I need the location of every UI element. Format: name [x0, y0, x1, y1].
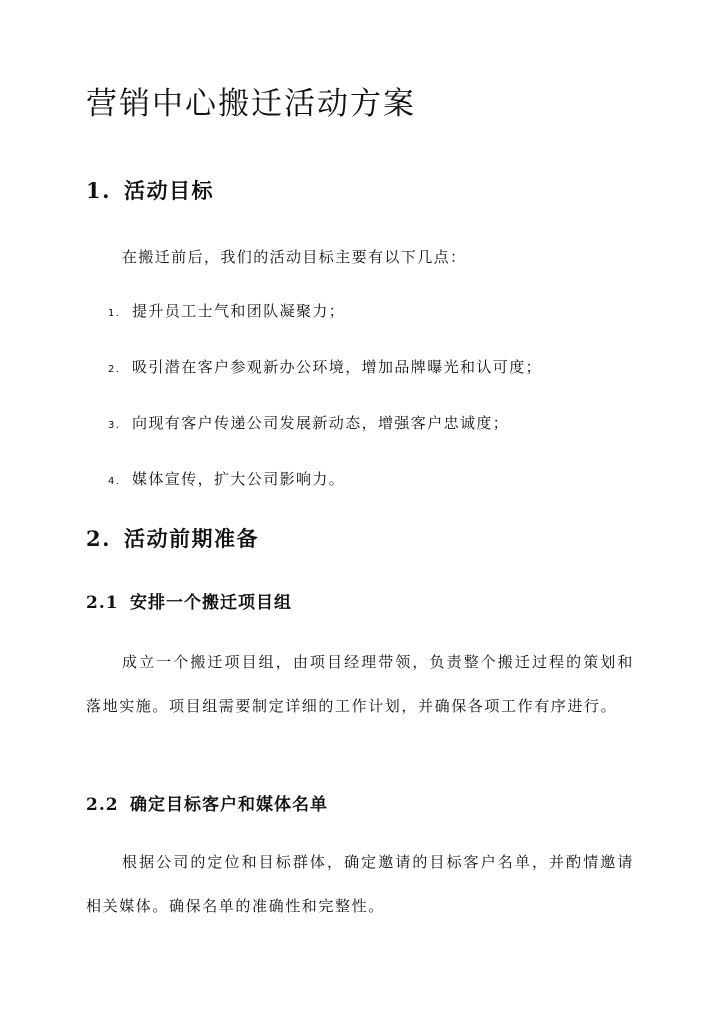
- list-item: [108, 466, 345, 495]
- list-marker: 2.: [108, 364, 121, 375]
- section-title: 活动前期准备: [124, 526, 259, 551]
- subsection-number: 2.1: [86, 593, 119, 613]
- section-number: 1.: [86, 178, 111, 203]
- body-paragraph: 根据公司的定位和目标群体，确定邀请的目标客户名单，并酌情邀请相关媒体。确保名单的准确性和完整性。: [86, 853, 634, 915]
- list-marker: 1.: [108, 308, 121, 319]
- subsection-number: 2.2: [86, 795, 119, 815]
- subsection-heading: [86, 792, 328, 818]
- list-item: [108, 410, 509, 439]
- list-item: [108, 298, 345, 327]
- section-heading: [86, 524, 259, 554]
- list-item: [108, 354, 542, 383]
- list-marker: 4.: [108, 476, 121, 487]
- list-item-text: 提升员工士气和团队凝聚力；: [132, 302, 346, 320]
- section-heading: [86, 176, 214, 206]
- section-title: 活动目标: [124, 178, 214, 203]
- document-title: 营销中心搬迁活动方案: [86, 86, 416, 122]
- list-marker: 3.: [108, 420, 121, 431]
- subsection-heading: [86, 590, 292, 616]
- list-item-text: 向现有客户传递公司发展新动态，增强客户忠诚度；: [132, 414, 510, 432]
- subsection-title: 安排一个搬迁项目组: [130, 593, 292, 613]
- list-item-text: 吸引潜在客户参观新办公环境，增加品牌曝光和认可度；: [132, 358, 543, 376]
- section-number: 2.: [86, 526, 111, 551]
- list-item-text: 媒体宣传，扩大公司影响力。: [132, 470, 346, 488]
- body-paragraph: 成立一个搬迁项目组，由项目经理带领，负责整个搬迁过程的策划和落地实施。项目组需要制定详细的工作计划，并确保各项工作有序进行。: [86, 653, 634, 715]
- subsection-title: 确定目标客户和媒体名单: [130, 795, 328, 815]
- section-intro: 在搬迁前后，我们的活动目标主要有以下几点：: [122, 248, 467, 266]
